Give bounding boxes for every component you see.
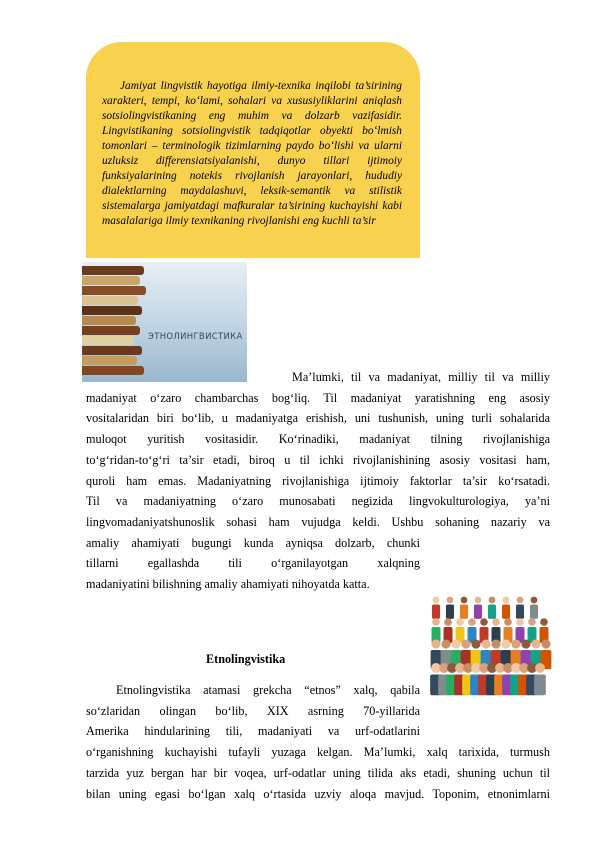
person-head <box>535 663 545 673</box>
text-line: Etnolingvistika atamasi grekcha “etnos” xalq, qabila <box>116 683 420 697</box>
person-head <box>521 639 530 648</box>
text-line: to‘g‘ridan-to‘g‘ri ta’sir etadi, biroq u til ichki rivojlanishining asosiy vositasi ham, <box>86 452 550 467</box>
books-image-caption: ЭТНОЛИНГВИСТИКА <box>148 332 243 342</box>
person-head <box>504 618 512 626</box>
person-head <box>447 597 454 604</box>
person-head <box>461 639 470 648</box>
text-line: so‘zlaridan olingan bo‘lib, XIX asrning 70-yillarida <box>86 703 420 718</box>
person-body <box>516 605 524 619</box>
person-head <box>481 639 490 648</box>
text-line: madaniyatini bilishning amaliy ahamiyati nihoyatda katta. <box>86 577 370 592</box>
person-head <box>528 618 536 626</box>
person-head <box>433 597 440 604</box>
text-line: muloqot yuritish vositasidir. Ko‘rinadiki, madaniyat tilning rivojlanishiga <box>86 432 550 447</box>
person-head <box>489 597 496 604</box>
person-head <box>541 639 550 648</box>
person-head <box>517 597 524 604</box>
text-line: bilan uning egasi bo‘lgan xalq o‘rtasida uzviy aloqa mavjud. Toponim, etnonimlarni <box>86 786 550 801</box>
person-head <box>444 618 452 626</box>
text-line: lingvomadaniyatshunoslik sohasi ham vujudga keldi. Ushbu sohaning nazariy va <box>86 514 550 529</box>
book-spine <box>82 276 140 285</box>
person-body <box>488 605 496 619</box>
person-head <box>461 597 468 604</box>
text-line: madaniyat o‘zaro chambarchas bog‘liq. Til madaniyat yaratishning eng asosiy <box>86 390 550 405</box>
person-head <box>475 597 482 604</box>
text-line: o‘rganishning kuchayishi tufayli yuzaga kelgan. Ma’lumki, xalq tarixida, turmush <box>86 745 550 760</box>
person-head <box>441 639 450 648</box>
person-head <box>491 639 500 648</box>
text-line: tillarni egallashda tili o‘rganilayotgan xalqning <box>86 556 420 571</box>
person-head <box>432 618 440 626</box>
person-head <box>431 639 440 648</box>
text-line: vositalaridan biri bo‘lib, u madaniyatga erishish, uni tushunish, uning turli sohalarida <box>86 411 550 426</box>
book-spine <box>82 356 137 365</box>
person-head <box>503 597 510 604</box>
person-head <box>471 639 480 648</box>
text-line: tarzida yuz bergan har bir voqea, urf-odatlar uning tilida aks etadi, shuning uchun til <box>86 765 550 780</box>
person-head <box>492 618 500 626</box>
person-body <box>446 605 454 619</box>
text-line: quroli ham emas. Madaniyatning rivojlanishiga ijtimoiy faktorlar ta’sir ko‘rsatadi. <box>86 473 550 488</box>
person-body <box>460 605 468 619</box>
callout-box <box>86 42 420 258</box>
person-head <box>516 618 524 626</box>
person-head <box>501 639 510 648</box>
person-head <box>531 639 540 648</box>
book-spine <box>82 326 140 335</box>
paragraph-etnolingvistika <box>86 680 550 804</box>
text-line: amaliy ahamiyati bugungi kunda ayniqsa dolzarb, chunki <box>86 535 420 550</box>
paragraph-intro <box>86 367 550 595</box>
person-head <box>480 618 488 626</box>
person-head <box>540 618 548 626</box>
book-spine <box>82 316 136 325</box>
person-body <box>530 605 538 619</box>
person-head <box>511 639 520 648</box>
text-line: Amerika hindularining tili, madaniyati va urf-odatlarini <box>86 724 420 739</box>
book-spine <box>82 306 142 315</box>
book-spine <box>82 336 134 345</box>
person-body <box>474 605 482 619</box>
book-spine <box>82 346 142 355</box>
person-head <box>456 618 464 626</box>
callout-text: Jamiyat lingvistik hayotiga ilmiy-texnika inqilobi ta’sirining xarakteri, tempi, ko‘lami, sohalari va xususiyliklarini aniqlash sotsiolingvistikaning eng muhim va dolzarb vazifasidir. Lingvistikaning sotsiolingvistik tadqiqotlar obyekti bo‘lmish tomonlari – terminologik tizimlarning paydo bo‘lishi va ularni uzluksiz differensiatsiyalanishi, dunyo tillari ijtimoiy funksiyalarining notekis rivojlanish jarayonlari, hududiy dialektlarning maydalashuvi, leksik-semantik va stilistik sistemalarga jamiyatdagi mafkuralar ta’sirining kuchayishi kabi masalalariga ilmiy texnikaning rivojlanishi eng kuchli ta’sir <box>102 80 402 227</box>
book-spine <box>82 286 146 295</box>
books-image <box>82 262 247 382</box>
book-spine <box>82 296 138 305</box>
person-head <box>531 597 538 604</box>
person-head <box>451 639 460 648</box>
book-spine <box>82 266 144 275</box>
person-head <box>468 618 476 626</box>
person-body <box>432 605 440 619</box>
text-line: Ma’lumki, til va madaniyat, milliy til va milliy <box>292 370 550 384</box>
text-line: Til va madaniyatning o‘zaro munosabati negizida lingvokulturologiya, ya’ni <box>86 494 550 509</box>
person-body <box>502 605 510 619</box>
section-heading: Etnolingvistika <box>206 652 286 666</box>
